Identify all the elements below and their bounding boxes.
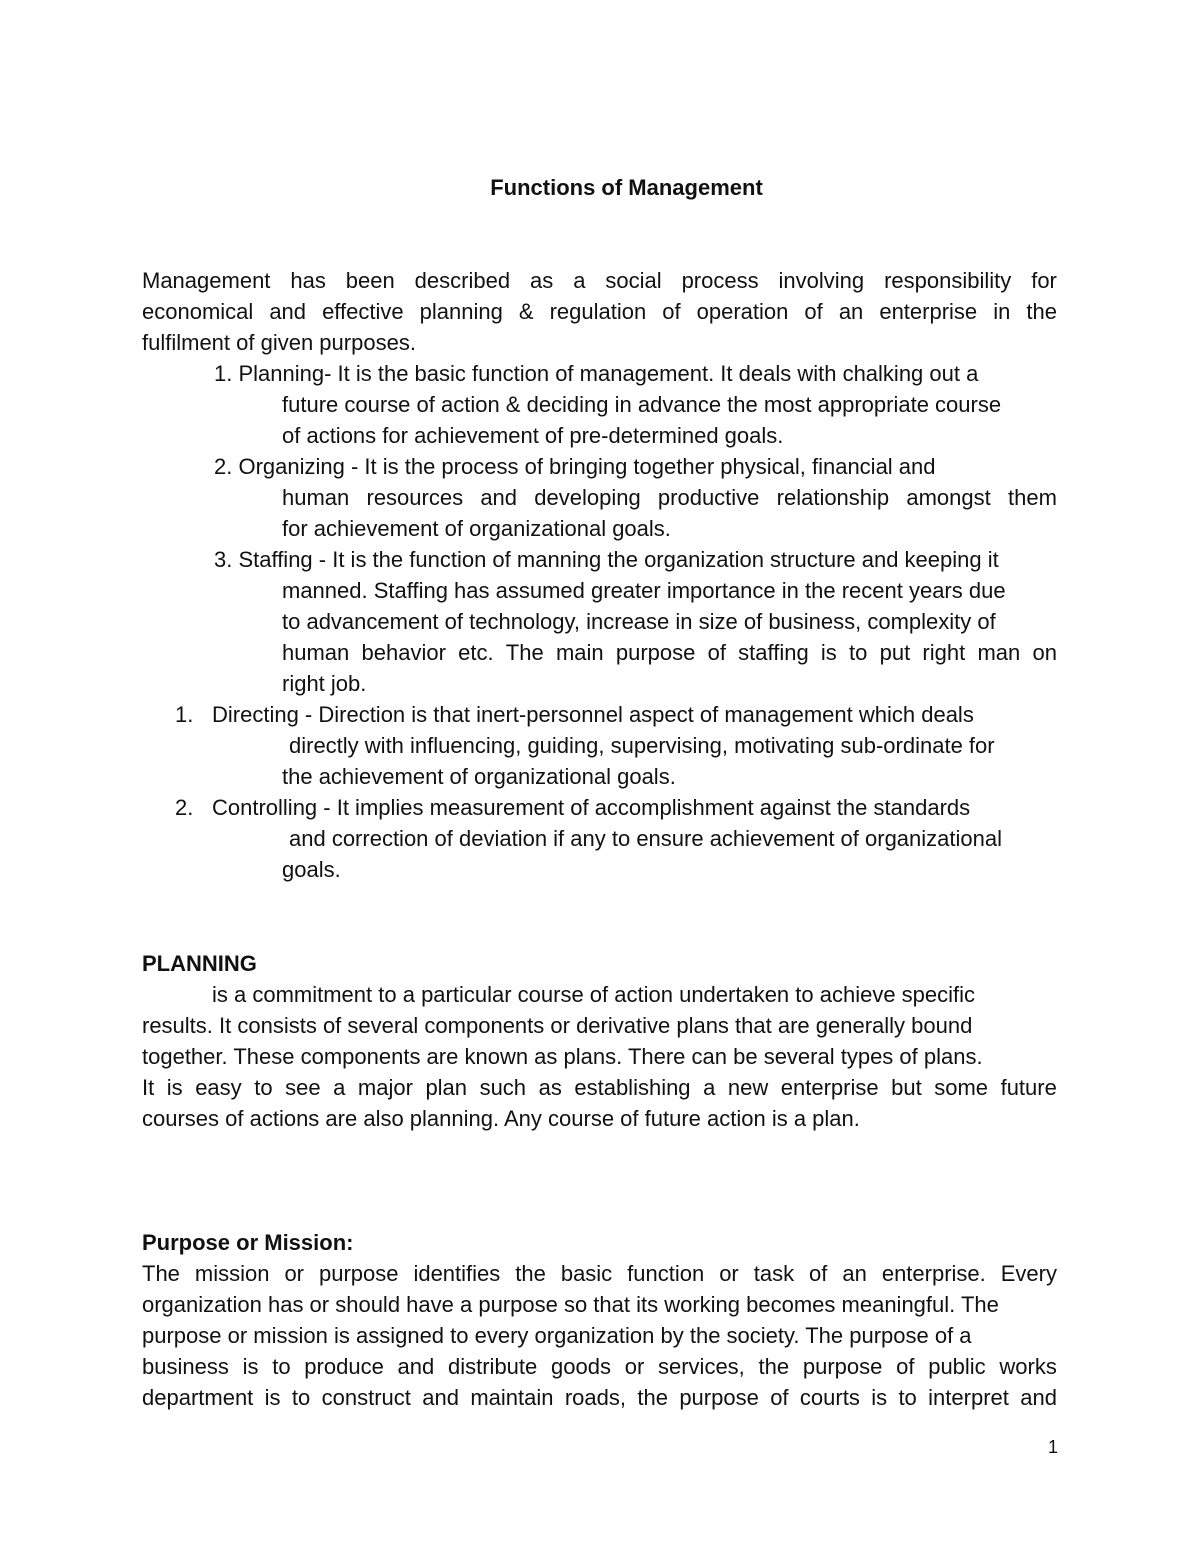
intro-line-3: fulfilment of given purposes. (142, 330, 416, 355)
planning-line: results. It consists of several components or derivative plans that are generally bound (142, 1013, 973, 1038)
item-line: human behavior etc. The main purpose of staffing is to put right man on (282, 640, 1057, 665)
planning-line: courses of actions are also planning. Any course of future action is a plan. (142, 1106, 860, 1131)
planning-line: It is easy to see a major plan such as establishing a new enterprise but some future (142, 1075, 1057, 1100)
page-number: 1 (1048, 1437, 1059, 1457)
item-number: 1. (175, 702, 194, 727)
item-line: and correction of deviation if any to ensure achievement of organizational (289, 826, 1002, 851)
item-line: manned. Staffing has assumed greater importance in the recent years due (282, 578, 1006, 603)
item-line: of actions for achievement of pre-determined goals. (282, 423, 784, 448)
item-line: 3. Staffing - It is the function of manning the organization structure and keeping it (214, 547, 999, 572)
item-line: for achievement of organizational goals. (282, 516, 671, 541)
planning-line: together. These components are known as plans. There can be several types of plans. (142, 1044, 983, 1069)
item-line: 1. Planning- It is the basic function of management. It deals with chalking out a (214, 361, 979, 386)
item-line: right job. (282, 671, 367, 696)
document-title: Functions of Management (490, 175, 763, 200)
item-line: directly with influencing, guiding, supervising, motivating sub-ordinate for (289, 733, 995, 758)
item-line: 2. Organizing - It is the process of bringing together physical, financial and (214, 454, 936, 479)
purpose-line: department is to construct and maintain roads, the purpose of courts is to interpret and (142, 1385, 1057, 1410)
item-line: Controlling - It implies measurement of accomplishment against the standards (212, 795, 971, 820)
purpose-line: The mission or purpose identifies the basic function or task of an enterprise. Every (142, 1261, 1057, 1286)
purpose-heading: Purpose or Mission: (142, 1230, 354, 1255)
item-number: 2. (175, 795, 194, 820)
planning-line: is a commitment to a particular course of action undertaken to achieve specific (212, 982, 976, 1007)
planning-heading: PLANNING (142, 951, 257, 976)
item-line: Directing - Direction is that inert-personnel aspect of management which deals (212, 702, 974, 727)
item-line: goals. (282, 857, 341, 882)
item-line: future course of action & deciding in advance the most appropriate course (282, 392, 1002, 417)
purpose-line: business is to produce and distribute goods or services, the purpose of public works (142, 1354, 1057, 1379)
item-line: human resources and developing productive relationship amongst them (282, 485, 1057, 510)
item-line: the achievement of organizational goals. (282, 764, 676, 789)
purpose-line: purpose or mission is assigned to every organization by the society. The purpose of a (142, 1323, 972, 1348)
purpose-line: organization has or should have a purpose so that its working becomes meaningful. The (142, 1292, 999, 1317)
intro-line-1: Management has been described as a social process involving responsibility for (142, 268, 1057, 293)
intro-line-2: economical and effective planning & regulation of operation of an enterprise in the (142, 299, 1057, 324)
item-line: to advancement of technology, increase in size of business, complexity of (282, 609, 996, 634)
